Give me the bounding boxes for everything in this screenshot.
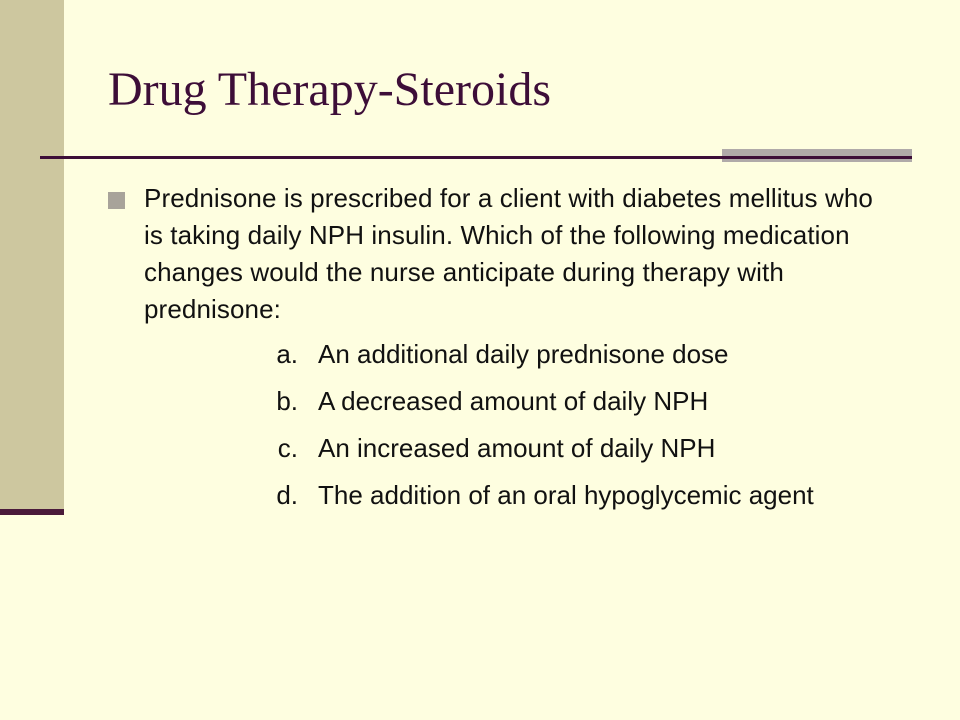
answer-option-b: [108, 383, 898, 420]
answer-option-a: [108, 336, 898, 373]
left-band-accent-bar: [0, 509, 64, 515]
answer-options: [108, 336, 898, 514]
slide-title: Drug Therapy-Steroids: [108, 63, 552, 116]
option-letter: d.: [276, 480, 298, 510]
option-text: An additional daily prednisone dose: [318, 339, 729, 369]
option-letter: b.: [276, 386, 298, 416]
option-letter: a.: [276, 339, 298, 369]
option-letter: c.: [277, 433, 298, 463]
slide-body: [108, 180, 898, 524]
square-bullet-icon: [108, 192, 125, 209]
option-text: A decreased amount of daily NPH: [318, 386, 709, 416]
option-text: The addition of an oral hypoglycemic agent: [318, 480, 814, 510]
answer-option-d: [108, 477, 898, 514]
title-rule-accent-lower: [722, 159, 912, 162]
left-decorative-band: [0, 0, 64, 512]
question-text: Prednisone is prescribed for a client with diabetes mellitus who is taking daily NPH insulin. Which of the following medication changes would the nurse anticipate during therapy with prednisone:: [144, 183, 873, 324]
answer-option-c: [108, 430, 898, 467]
option-text: An increased amount of daily NPH: [318, 433, 716, 463]
